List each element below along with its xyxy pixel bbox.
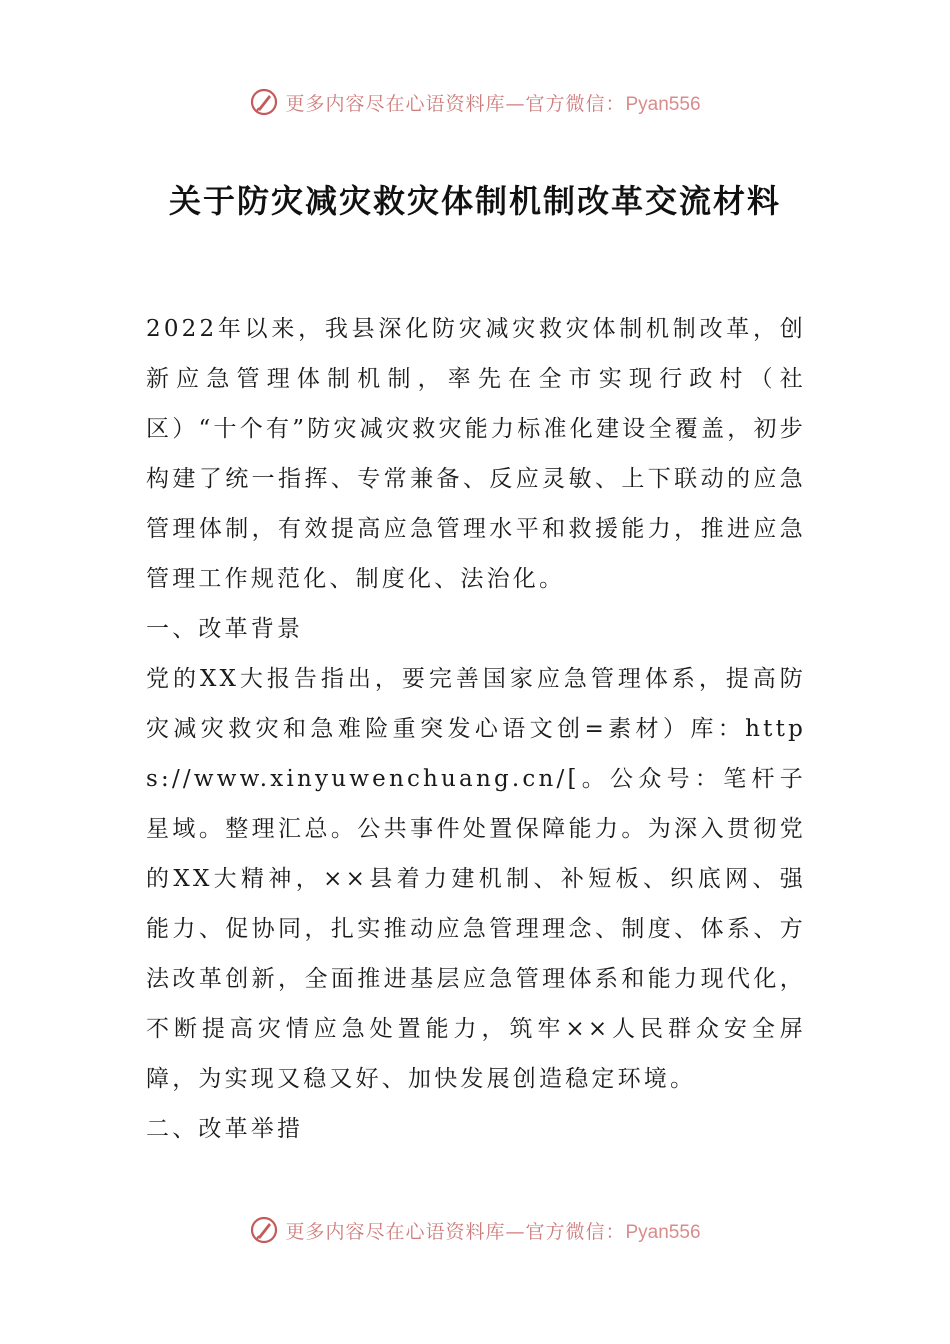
watermark-text [285, 89, 700, 116]
paragraph-intro: 2022年以来，我县深化防灾减灾救灾体制机制改革，创新应急管理体制机制，率先在全市实现行政村（社区）“十个有”防灾减灾救灾能力标准化建设全覆盖，初步构建了统一指挥、专常兼备、反应灵敏、上下联动的应急管理体制，有效提高应急管理水平和救援能力，推进应急管理工作规范化、制度化、法治化。 [146, 316, 806, 592]
watermark-wechat-id: Pyan556 [625, 1221, 701, 1243]
watermark-wechat-id: Pyan556 [625, 93, 701, 115]
quill-logo-icon [249, 87, 279, 117]
document-title: 关于防灾减灾救灾体制机制改革交流材料 [168, 182, 781, 220]
header-watermark [0, 82, 950, 122]
watermark-text [285, 1217, 700, 1244]
footer-watermark [0, 1210, 950, 1250]
watermark-label: 更多内容尽在心语资料库—官方微信： [285, 92, 626, 115]
section-heading-measures: 二、改革举措 [146, 1116, 304, 1142]
quill-logo-icon [249, 1215, 279, 1245]
section-heading-background: 一、改革背景 [146, 616, 304, 642]
document-body [146, 304, 806, 1154]
watermark-label: 更多内容尽在心语资料库—官方微信： [285, 1220, 626, 1243]
paragraph-background: 党的XX大报告指出，要完善国家应急管理体系，提高防灾减灾救灾和急难险重突发心语文创=素材）库：https://www.xinyuwenchuang.cn/[。公众号：笔杆子星域。整理汇总。公共事件处置保障能力。为深入贯彻党的XX大精神，××县着力建机制、补短板、织底网、强能力、促协同，扎实推动应急管理理念、制度、体系、方法改革创新，全面推进基层应急管理体系和能力现代化，不断提高灾情应急处置能力，筑牢××人民群众安全屏障，为实现又稳又好、加快发展创造稳定环境。 [146, 666, 806, 1092]
